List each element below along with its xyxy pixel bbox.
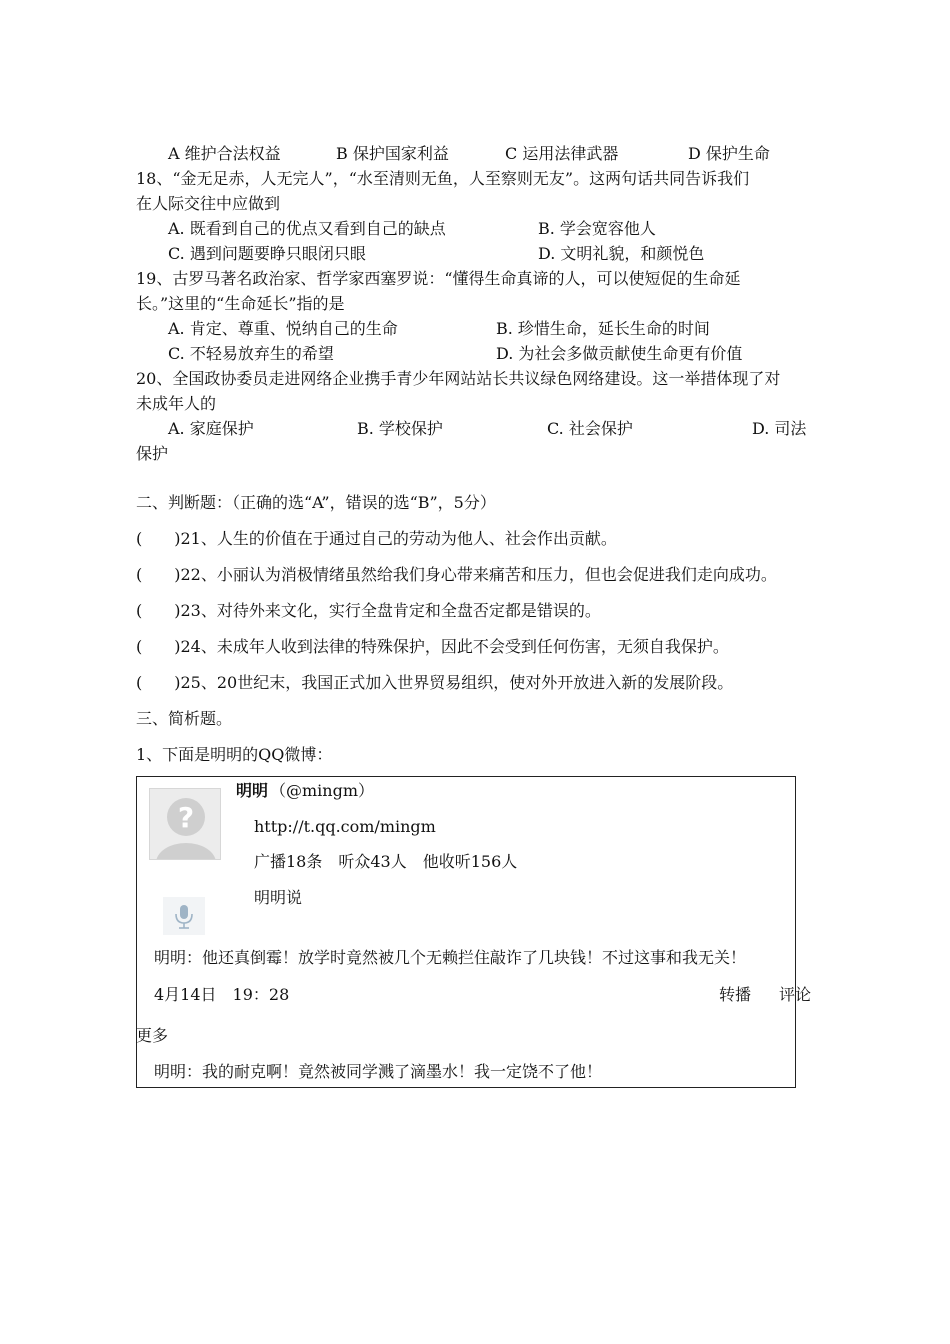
q20-stem-line2: 未成年人的	[136, 394, 217, 413]
microphone-icon	[163, 897, 205, 935]
q17-option-a: A 维护合法权益	[168, 144, 281, 163]
weibo-post-1-date: 4月14日 19：28	[154, 985, 290, 1004]
section3-q1: 1、下面是明明的QQ微博：	[136, 745, 333, 764]
q20-option-b: B. 学校保护	[357, 419, 443, 438]
q17-option-b: B 保护国家利益	[336, 144, 449, 163]
weibo-post-2: 明明：我的耐克啊！竟然被同学溅了滴墨水！我一定饶不了他！	[154, 1062, 603, 1081]
q20-option-d-cont: 保护	[136, 444, 169, 463]
q19-option-d: D. 为社会多做贡献使生命更有价值	[496, 344, 743, 363]
q19-option-c: C. 不轻易放弃生的希望	[168, 344, 334, 363]
q19-option-a: A. 肯定、尊重、悦纳自己的生命	[168, 319, 398, 338]
q19-stem-line1: 19、古罗马著名政治家、哲学家西塞罗说：“懂得生命真谛的人，可以使短促的生命延	[136, 269, 741, 288]
q17-option-d: D 保护生命	[688, 144, 770, 163]
tf-item-23: ( )23、对待外来文化，实行全盘肯定和全盘否定都是错误的。	[136, 601, 601, 620]
section2-heading: 二、判断题：（正确的选“A”，错误的选“B”，5分）	[136, 493, 496, 512]
q18-stem-line1: 18、“金无足赤，人无完人”，“水至清则无鱼，人至察则无友”。这两句话共同告诉我们	[136, 169, 750, 188]
default-avatar-icon	[149, 788, 221, 860]
q19-stem-line2: 长。”这里的“生命延长”指的是	[136, 294, 345, 313]
tf-item-21: ( )21、人生的价值在于通过自己的劳动为他人、社会作出贡献。	[136, 529, 617, 548]
weibo-repost-link[interactable]: 转播	[719, 985, 752, 1004]
q17-option-c: C 运用法律武器	[505, 144, 619, 163]
tf-item-24: ( )24、未成年人收到法律的特殊保护，因此不会受到任何伤害，无须自我保护。	[136, 637, 729, 656]
q18-option-b: B. 学会宽容他人	[538, 219, 656, 238]
weibo-user-handle: （@mingm）	[270, 781, 375, 800]
q18-option-d: D. 文明礼貌，和颜悦色	[538, 244, 705, 263]
svg-text:?: ?	[177, 801, 195, 834]
weibo-comment-link[interactable]: 评论	[779, 985, 812, 1004]
section3-heading: 三、简析题。	[136, 709, 233, 728]
weibo-stats: 广播18条 听众43人 他收听156人	[254, 852, 518, 871]
q20-option-d: D. 司法	[752, 419, 807, 438]
weibo-says-label: 明明说	[254, 888, 303, 907]
q20-option-c: C. 社会保护	[547, 419, 633, 438]
q20-stem-line1: 20、全国政协委员走进网络企业携手青少年网站站长共议绿色网络建设。这一举措体现了对	[136, 369, 781, 388]
weibo-user-name: 明明	[236, 781, 269, 800]
weibo-user-url[interactable]: http://t.qq.com/mingm	[254, 817, 436, 836]
q18-option-a: A. 既看到自己的优点又看到自己的缺点	[168, 219, 446, 238]
q19-option-b: B. 珍惜生命，延长生命的时间	[496, 319, 710, 338]
q20-option-a: A. 家庭保护	[168, 419, 254, 438]
q18-stem-line2: 在人际交往中应做到	[136, 194, 281, 213]
tf-item-25: ( )25、20世纪末，我国正式加入世界贸易组织，使对外开放进入新的发展阶段。	[136, 673, 734, 692]
weibo-more-link[interactable]: 更多	[136, 1026, 169, 1045]
weibo-card	[136, 776, 796, 1088]
weibo-post-1: 明明：他还真倒霉！放学时竟然被几个无赖拦住敲诈了几块钱！不过这事和我无关！	[154, 948, 747, 967]
tf-item-22: ( )22、小丽认为消极情绪虽然给我们身心带来痛苦和压力，但也会促进我们走向成功。	[136, 565, 777, 584]
q18-option-c: C. 遇到问题要睁只眼闭只眼	[168, 244, 366, 263]
